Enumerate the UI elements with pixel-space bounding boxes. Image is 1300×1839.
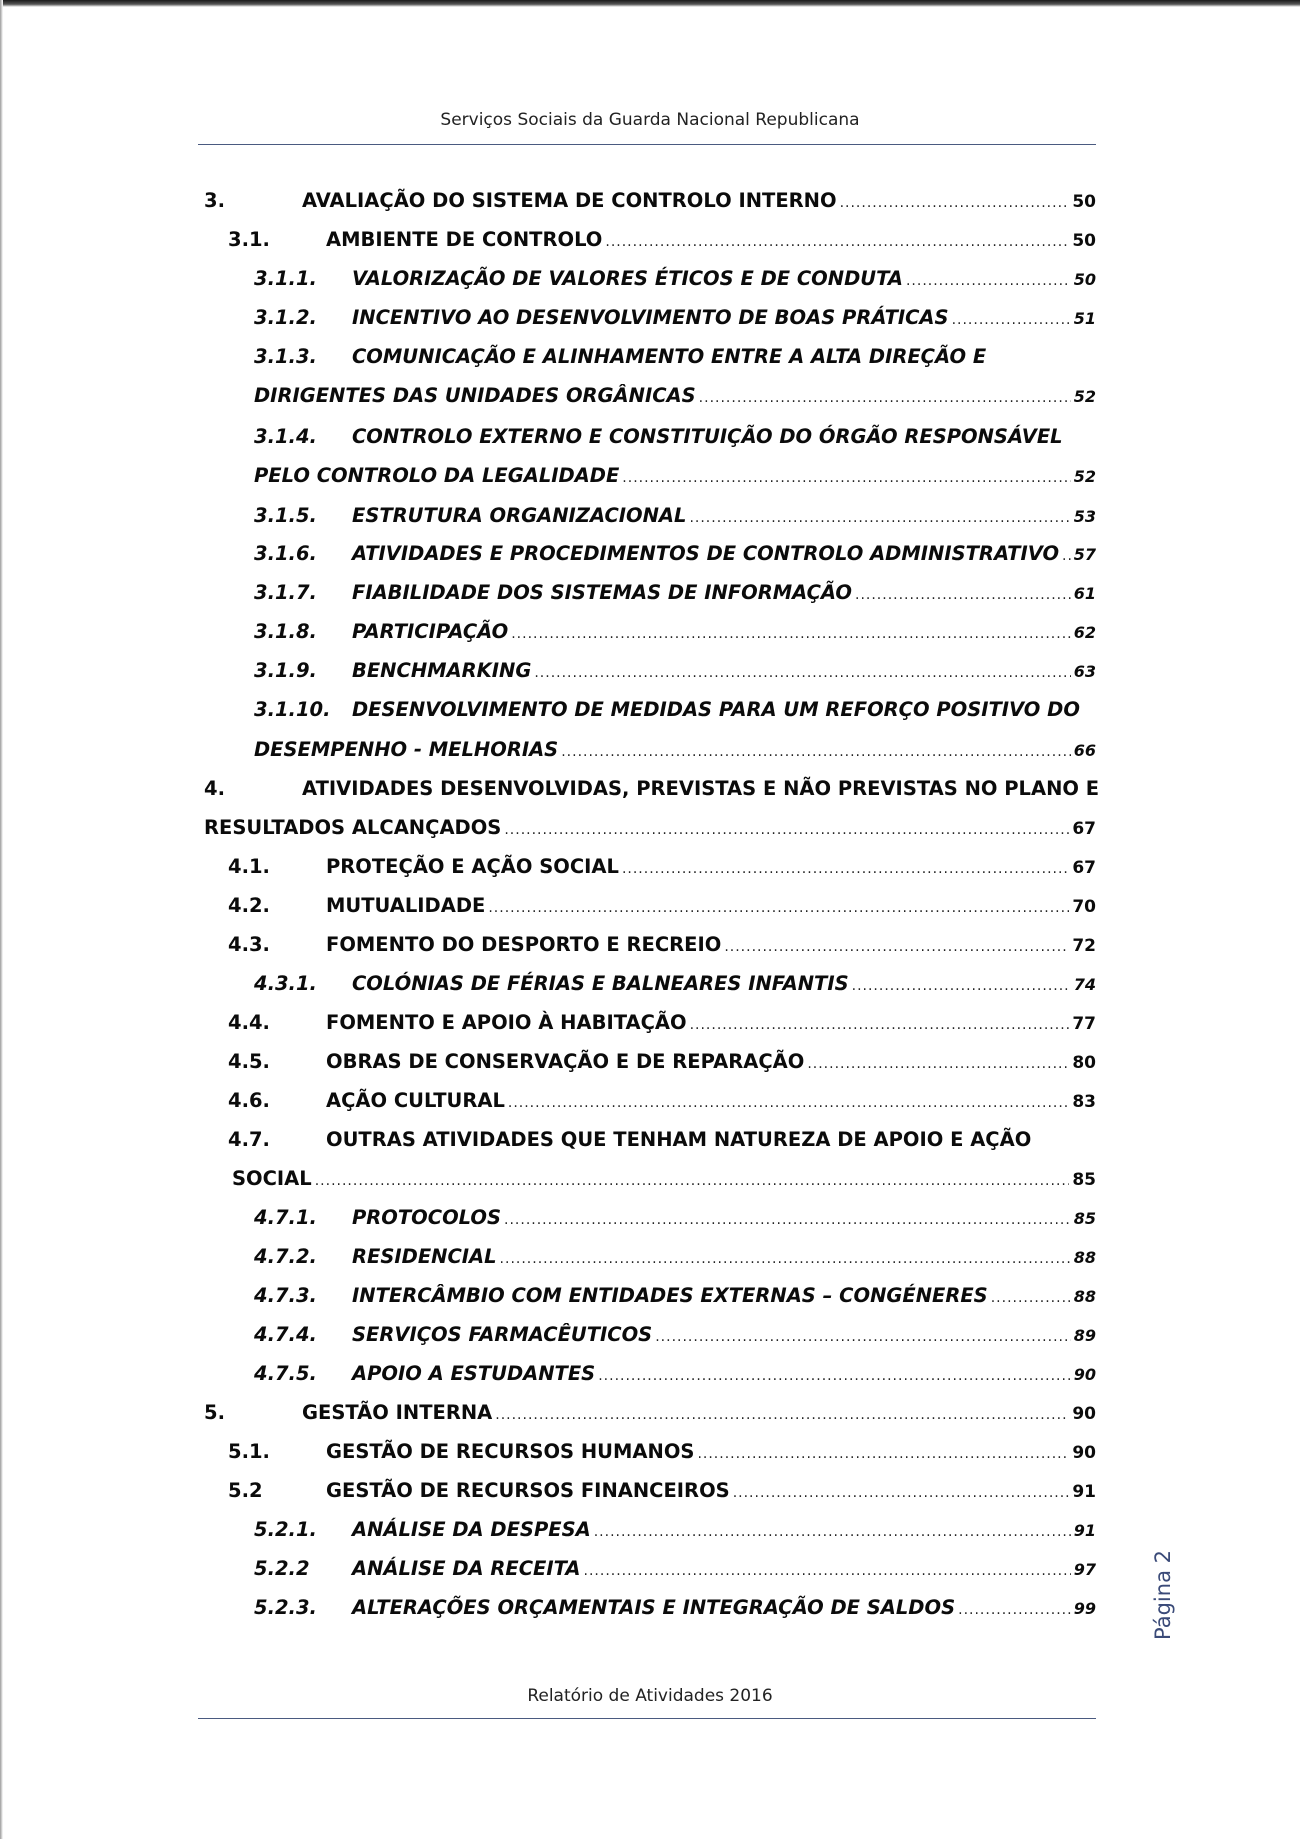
toc-number: 3.1.1. [254, 267, 317, 290]
toc-leader [991, 1285, 1071, 1311]
toc-leader [958, 1597, 1071, 1623]
toc-page: 51 [1073, 309, 1096, 328]
toc-entry[interactable] [204, 344, 1096, 370]
toc-leader [622, 465, 1070, 491]
toc-leader [855, 582, 1071, 608]
toc-entry[interactable] [204, 1556, 1096, 1584]
toc-leader [488, 895, 1069, 921]
toc-entry[interactable] [204, 932, 1096, 960]
toc-entry[interactable] [204, 1439, 1096, 1467]
toc-page: 70 [1072, 897, 1096, 917]
toc-entry[interactable] [204, 541, 1096, 569]
toc-leader [724, 934, 1069, 960]
toc-leader [807, 1051, 1069, 1077]
toc-number: 4.2. [228, 894, 270, 917]
toc-entry[interactable] [204, 1088, 1096, 1116]
toc-number: 5.2.1. [254, 1518, 317, 1541]
toc-page: 97 [1073, 1560, 1096, 1579]
toc-page: 66 [1073, 741, 1096, 760]
toc-number: 3.1.5. [254, 504, 317, 527]
toc-leader [733, 1480, 1070, 1506]
toc-page: 74 [1073, 975, 1096, 994]
toc-title: OUTRAS ATIVIDADES QUE TENHAM NATUREZA DE APOIO E AÇÃO [326, 1128, 1032, 1151]
toc-title: BENCHMARKING [352, 659, 532, 682]
toc-title: GESTÃO DE RECURSOS HUMANOS [326, 1440, 695, 1463]
toc-entry[interactable] [204, 188, 1096, 216]
toc-number: 4. [204, 777, 225, 800]
toc-page: 88 [1073, 1287, 1096, 1306]
toc-title: MUTUALIDADE [326, 894, 486, 917]
toc-leader [504, 1207, 1071, 1233]
toc-title: FIABILIDADE DOS SISTEMAS DE INFORMAÇÃO [352, 581, 852, 604]
toc-title: PROTEÇÃO E AÇÃO SOCIAL [326, 855, 619, 878]
toc-page: 52 [1073, 387, 1096, 406]
toc-title: GESTÃO DE RECURSOS FINANCEIROS [326, 1479, 730, 1502]
toc-number: 4.1. [228, 855, 270, 878]
toc-number: 3.1.6. [254, 542, 317, 565]
toc-number: 3.1.3. [254, 345, 317, 368]
toc-title: VALORIZAÇÃO DE VALORES ÉTICOS E DE CONDUTA [352, 267, 903, 290]
toc-number: 3.1.10. [254, 698, 331, 721]
toc-title: FOMENTO E APOIO À HABITAÇÃO [326, 1011, 687, 1034]
toc-page: 52 [1073, 467, 1096, 486]
toc-entry[interactable] [204, 1478, 1096, 1506]
toc-leader [534, 660, 1070, 686]
toc-entry-continuation[interactable] [254, 737, 1096, 765]
toc-page: 99 [1073, 1599, 1096, 1618]
toc-leader [952, 307, 1071, 333]
toc-page: 91 [1072, 1482, 1096, 1502]
toc-leader [852, 973, 1071, 999]
toc-number: 4.5. [228, 1050, 270, 1073]
toc-number: 4.7. [228, 1128, 270, 1151]
toc-leader [699, 385, 1071, 411]
toc-entry[interactable] [204, 1244, 1096, 1272]
toc-title: PARTICIPAÇÃO [352, 620, 509, 643]
toc-title: SOCIAL [232, 1167, 312, 1190]
toc-leader [594, 1519, 1071, 1545]
toc-page: 50 [1073, 270, 1096, 289]
toc-page: 72 [1072, 936, 1096, 956]
toc-entry[interactable] [204, 1595, 1096, 1623]
toc-title: PROTOCOLOS [352, 1206, 502, 1229]
page-header: Serviços Sociais da Guarda Nacional Republicana [440, 110, 860, 130]
toc-leader [511, 621, 1071, 647]
toc-entry[interactable] [204, 1361, 1096, 1389]
page-footer: Relatório de Atividades 2016 [527, 1686, 773, 1706]
toc-entry[interactable] [204, 854, 1096, 882]
toc-page: 63 [1073, 662, 1096, 681]
toc-leader [598, 1363, 1071, 1389]
toc-leader [689, 505, 1070, 531]
toc-entry[interactable] [204, 1049, 1096, 1077]
toc-leader [697, 1441, 1069, 1467]
toc-number: 4.7.3. [254, 1284, 317, 1307]
toc-page: 77 [1072, 1014, 1096, 1034]
toc-entry[interactable] [204, 1010, 1096, 1038]
toc-entry[interactable] [204, 619, 1096, 647]
toc-entry[interactable] [204, 1283, 1096, 1311]
toc-number: 3.1.7. [254, 581, 317, 604]
toc-title: GESTÃO INTERNA [302, 1401, 493, 1424]
toc-entry[interactable] [204, 305, 1096, 333]
toc-entry[interactable] [204, 503, 1096, 531]
toc-title: DESEMPENHO - MELHORIAS [254, 738, 559, 761]
toc-leader [605, 229, 1069, 255]
toc-title: SERVIÇOS FARMACÊUTICOS [352, 1323, 653, 1346]
toc-leader [690, 1012, 1070, 1038]
toc-title: ATIVIDADES DESENVOLVIDAS, PREVISTAS E NÃO PREVISTAS NO PLANO E [302, 777, 1100, 800]
toc-title: INTERCÂMBIO COM ENTIDADES EXTERNAS – CONGÉNERES [352, 1284, 988, 1307]
toc-leader [906, 268, 1071, 294]
toc-title: DESENVOLVIMENTO DE MEDIDAS PARA UM REFORÇO POSITIVO DO [352, 698, 1080, 721]
toc-title: AMBIENTE DE CONTROLO [326, 228, 603, 251]
toc-number: 3. [204, 189, 225, 212]
toc-title: FOMENTO DO DESPORTO E RECREIO [326, 933, 722, 956]
toc-title: PELO CONTROLO DA LEGALIDADE [254, 464, 620, 487]
toc-title: COLÓNIAS DE FÉRIAS E BALNEARES INFANTIS [352, 972, 849, 995]
toc-leader [315, 1168, 1070, 1194]
toc-entry[interactable] [204, 971, 1096, 999]
toc-title: ANÁLISE DA DESPESA [352, 1518, 591, 1541]
toc-title: DIRIGENTES DAS UNIDADES ORGÂNICAS [254, 384, 696, 407]
toc-title: COMUNICAÇÃO E ALINHAMENTO ENTRE A ALTA DIREÇÃO E [352, 345, 987, 368]
toc-number: 3.1. [228, 228, 270, 251]
toc-entry[interactable] [204, 227, 1096, 255]
toc-title: RESULTADOS ALCANÇADOS [204, 816, 502, 839]
toc-page: 53 [1073, 507, 1096, 526]
toc-page: 50 [1072, 192, 1096, 212]
toc-leader [561, 739, 1071, 765]
footer-divider [198, 1718, 1096, 1719]
toc-entry-continuation[interactable] [204, 815, 1096, 843]
toc-number: 3.1.9. [254, 659, 317, 682]
toc-number: 3.1.4. [254, 425, 317, 448]
toc-page: 80 [1072, 1053, 1096, 1073]
toc-title: OBRAS DE CONSERVAÇÃO E DE REPARAÇÃO [326, 1050, 805, 1073]
toc-page: 67 [1072, 819, 1096, 839]
toc-number: 4.7.5. [254, 1362, 317, 1385]
toc-entry[interactable] [204, 893, 1096, 921]
toc-page: 83 [1072, 1092, 1096, 1112]
toc-leader [495, 1402, 1069, 1428]
toc-leader [1062, 543, 1071, 569]
toc-leader [655, 1324, 1071, 1350]
toc-number: 5.2.2 [254, 1557, 310, 1580]
toc-leader [840, 190, 1070, 216]
side-page-label: Página 2 [1151, 1550, 1175, 1640]
toc-page: 88 [1073, 1248, 1096, 1267]
toc-entry[interactable] [204, 1400, 1096, 1428]
toc-title: ATIVIDADES E PROCEDIMENTOS DE CONTROLO ADMINISTRATIVO [352, 542, 1060, 565]
toc-page: 62 [1073, 623, 1096, 642]
toc-entry[interactable] [204, 266, 1096, 294]
toc-number: 4.3.1. [254, 972, 317, 995]
toc-entry[interactable] [204, 697, 1096, 723]
toc-leader [622, 856, 1069, 882]
toc-page: 90 [1072, 1404, 1096, 1424]
toc-entry[interactable] [204, 1205, 1096, 1233]
toc-title: INCENTIVO AO DESENVOLVIMENTO DE BOAS PRÁTICAS [352, 306, 949, 329]
toc-entry[interactable] [204, 658, 1096, 686]
toc-title: ALTERAÇÕES ORÇAMENTAIS E INTEGRAÇÃO DE SALDOS [352, 1596, 956, 1619]
toc-number: 4.7.2. [254, 1245, 317, 1268]
toc-number: 3.1.2. [254, 306, 317, 329]
toc-page: 85 [1073, 1209, 1096, 1228]
toc-page: 57 [1073, 545, 1096, 564]
toc-page: 61 [1073, 584, 1096, 603]
toc-title: AÇÃO CULTURAL [326, 1089, 505, 1112]
toc-entry[interactable] [204, 776, 1100, 802]
toc-number: 4.3. [228, 933, 270, 956]
toc-entry[interactable] [204, 424, 1096, 450]
toc-number: 4.7.1. [254, 1206, 317, 1229]
toc-entry-continuation[interactable] [232, 1166, 1096, 1194]
toc-leader [504, 817, 1069, 843]
toc-page: 50 [1072, 231, 1096, 251]
toc-page: 89 [1073, 1326, 1096, 1345]
toc-entry-continuation[interactable] [254, 383, 1096, 411]
toc-number: 4.6. [228, 1089, 270, 1112]
toc-number: 4.7.4. [254, 1323, 317, 1346]
toc-number: 5.1. [228, 1440, 270, 1463]
toc-number: 5.2.3. [254, 1596, 317, 1619]
toc-entry[interactable] [204, 580, 1096, 608]
toc-page: 91 [1073, 1521, 1096, 1540]
toc-entry[interactable] [204, 1517, 1096, 1545]
toc-title: ANÁLISE DA RECEITA [352, 1557, 581, 1580]
toc-page: 85 [1072, 1170, 1096, 1190]
toc-page: 90 [1073, 1365, 1096, 1384]
toc-number: 4.4. [228, 1011, 270, 1034]
toc-entry-continuation[interactable] [254, 463, 1096, 491]
toc-leader [500, 1246, 1071, 1272]
toc-number: 3.1.8. [254, 620, 317, 643]
toc-leader [584, 1558, 1071, 1584]
toc-entry[interactable] [204, 1322, 1096, 1350]
toc-number: 5. [204, 1401, 225, 1424]
toc-number: 5.2 [228, 1479, 263, 1502]
toc-leader [508, 1090, 1069, 1116]
toc-title: APOIO A ESTUDANTES [352, 1362, 596, 1385]
toc-entry[interactable] [204, 1127, 1096, 1153]
toc-title: ESTRUTURA ORGANIZACIONAL [352, 504, 687, 527]
toc-title: AVALIAÇÃO DO SISTEMA DE CONTROLO INTERNO [302, 189, 837, 212]
toc-page: 90 [1072, 1443, 1096, 1463]
toc-title: CONTROLO EXTERNO E CONSTITUIÇÃO DO ÓRGÃO RESPONSÁVEL [352, 425, 1063, 448]
toc-title: RESIDENCIAL [352, 1245, 497, 1268]
toc-page: 67 [1072, 858, 1096, 878]
